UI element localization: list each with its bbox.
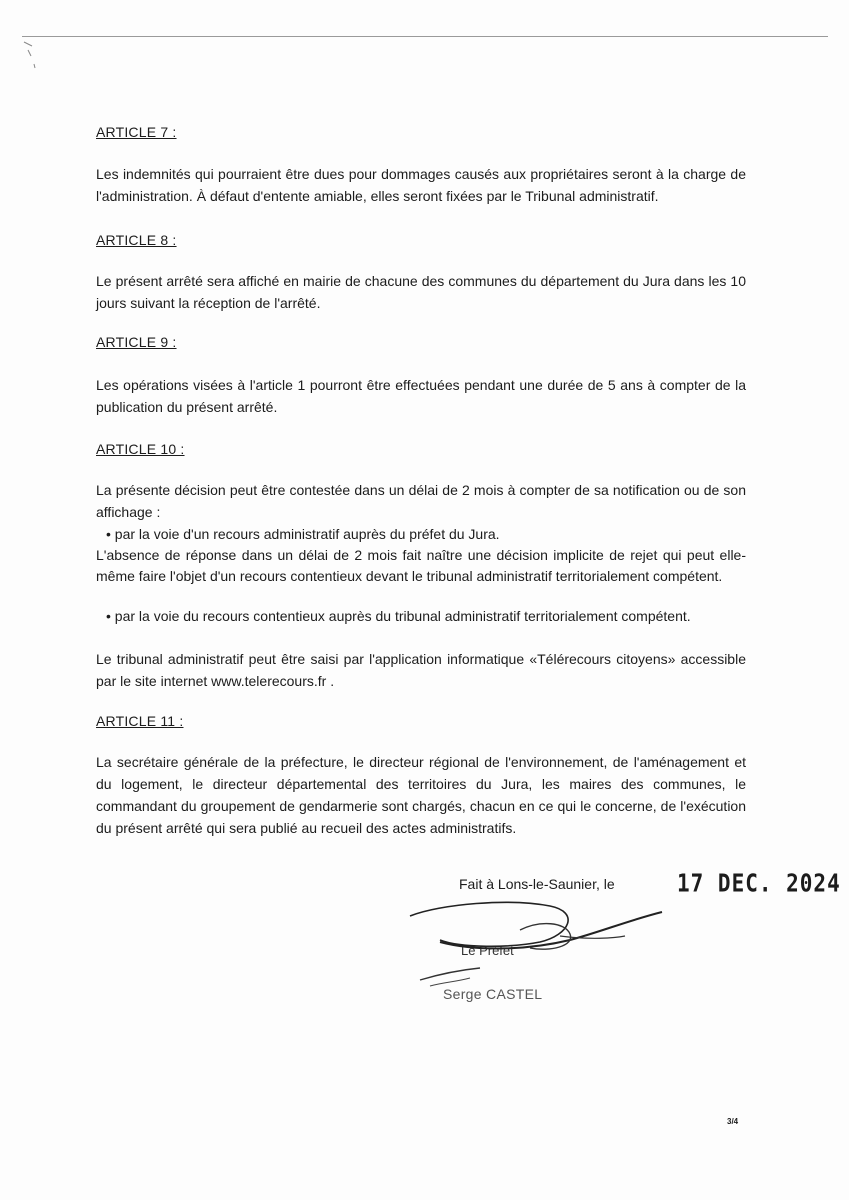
signer-name: Serge CASTEL [443, 986, 543, 1002]
article-10-middle: L'absence de réponse dans un délai de 2 mois fait naître une décision implicite de rejet qui peut elle-même faire l'objet d'un recours contentieux devant le tribunal administratif territorialement compétent. [96, 547, 746, 584]
scan-mark-icon [22, 38, 52, 78]
article-7-heading: ARTICLE 7 : [96, 124, 177, 140]
page-number: 3/4 [727, 1117, 739, 1126]
article-8-heading: ARTICLE 8 : [96, 232, 177, 248]
article-10-intro: La présente décision peut être contestée dans un délai de 2 mois à compter de sa notification ou de son affichage : [96, 482, 746, 520]
header-rule [22, 36, 828, 37]
article-7-text: Les indemnités qui pourraient être dues pour dommages causés aux propriétaires seront à la charge de l'administration. À défaut d'entente amiable, elles seront fixées par le Tribunal administratif. [96, 166, 746, 204]
article-11-text: La secrétaire générale de la préfecture, le directeur régional de l'environnement, de l'aménagement et du logement, le directeur départemental des territoires du Jura, les maires des communes, le commandant du groupement de gendarmerie sont chargés, chacun en ce qui le concerne, de l'exécution du présent arrêté qui sera publié au recueil des actes administratifs. [96, 754, 746, 836]
article-10-outro: Le tribunal administratif peut être saisi par l'application informatique «Télérecours citoyens» accessible par le site internet www.telerecours.fr . [96, 651, 746, 689]
signer-title: Le Préfet [461, 943, 514, 958]
article-10-heading: ARTICLE 10 : [96, 441, 185, 457]
handwritten-signature-icon [400, 890, 670, 990]
article-9-heading: ARTICLE 9 : [96, 334, 177, 350]
article-9-text: Les opérations visées à l'article 1 pourront être effectuées pendant une durée de 5 ans à compter de la publication du présent arrêté. [96, 377, 746, 415]
article-10-bullet-2: • par la voie du recours contentieux auprès du tribunal administratif territorialement compétent. [106, 608, 691, 624]
date-stamp: 17 DEC. 2024 [677, 868, 841, 898]
signature-place: Fait à Lons-le-Saunier, le [459, 876, 615, 892]
article-10-bullet-1: • par la voie d'un recours administratif auprès du préfet du Jura. [106, 526, 500, 542]
article-8-text: Le présent arrêté sera affiché en mairie de chacune des communes du département du Jura dans les 10 jours suivant la réception de l'arrêté. [96, 273, 746, 311]
article-11-heading: ARTICLE 11 : [96, 713, 184, 729]
